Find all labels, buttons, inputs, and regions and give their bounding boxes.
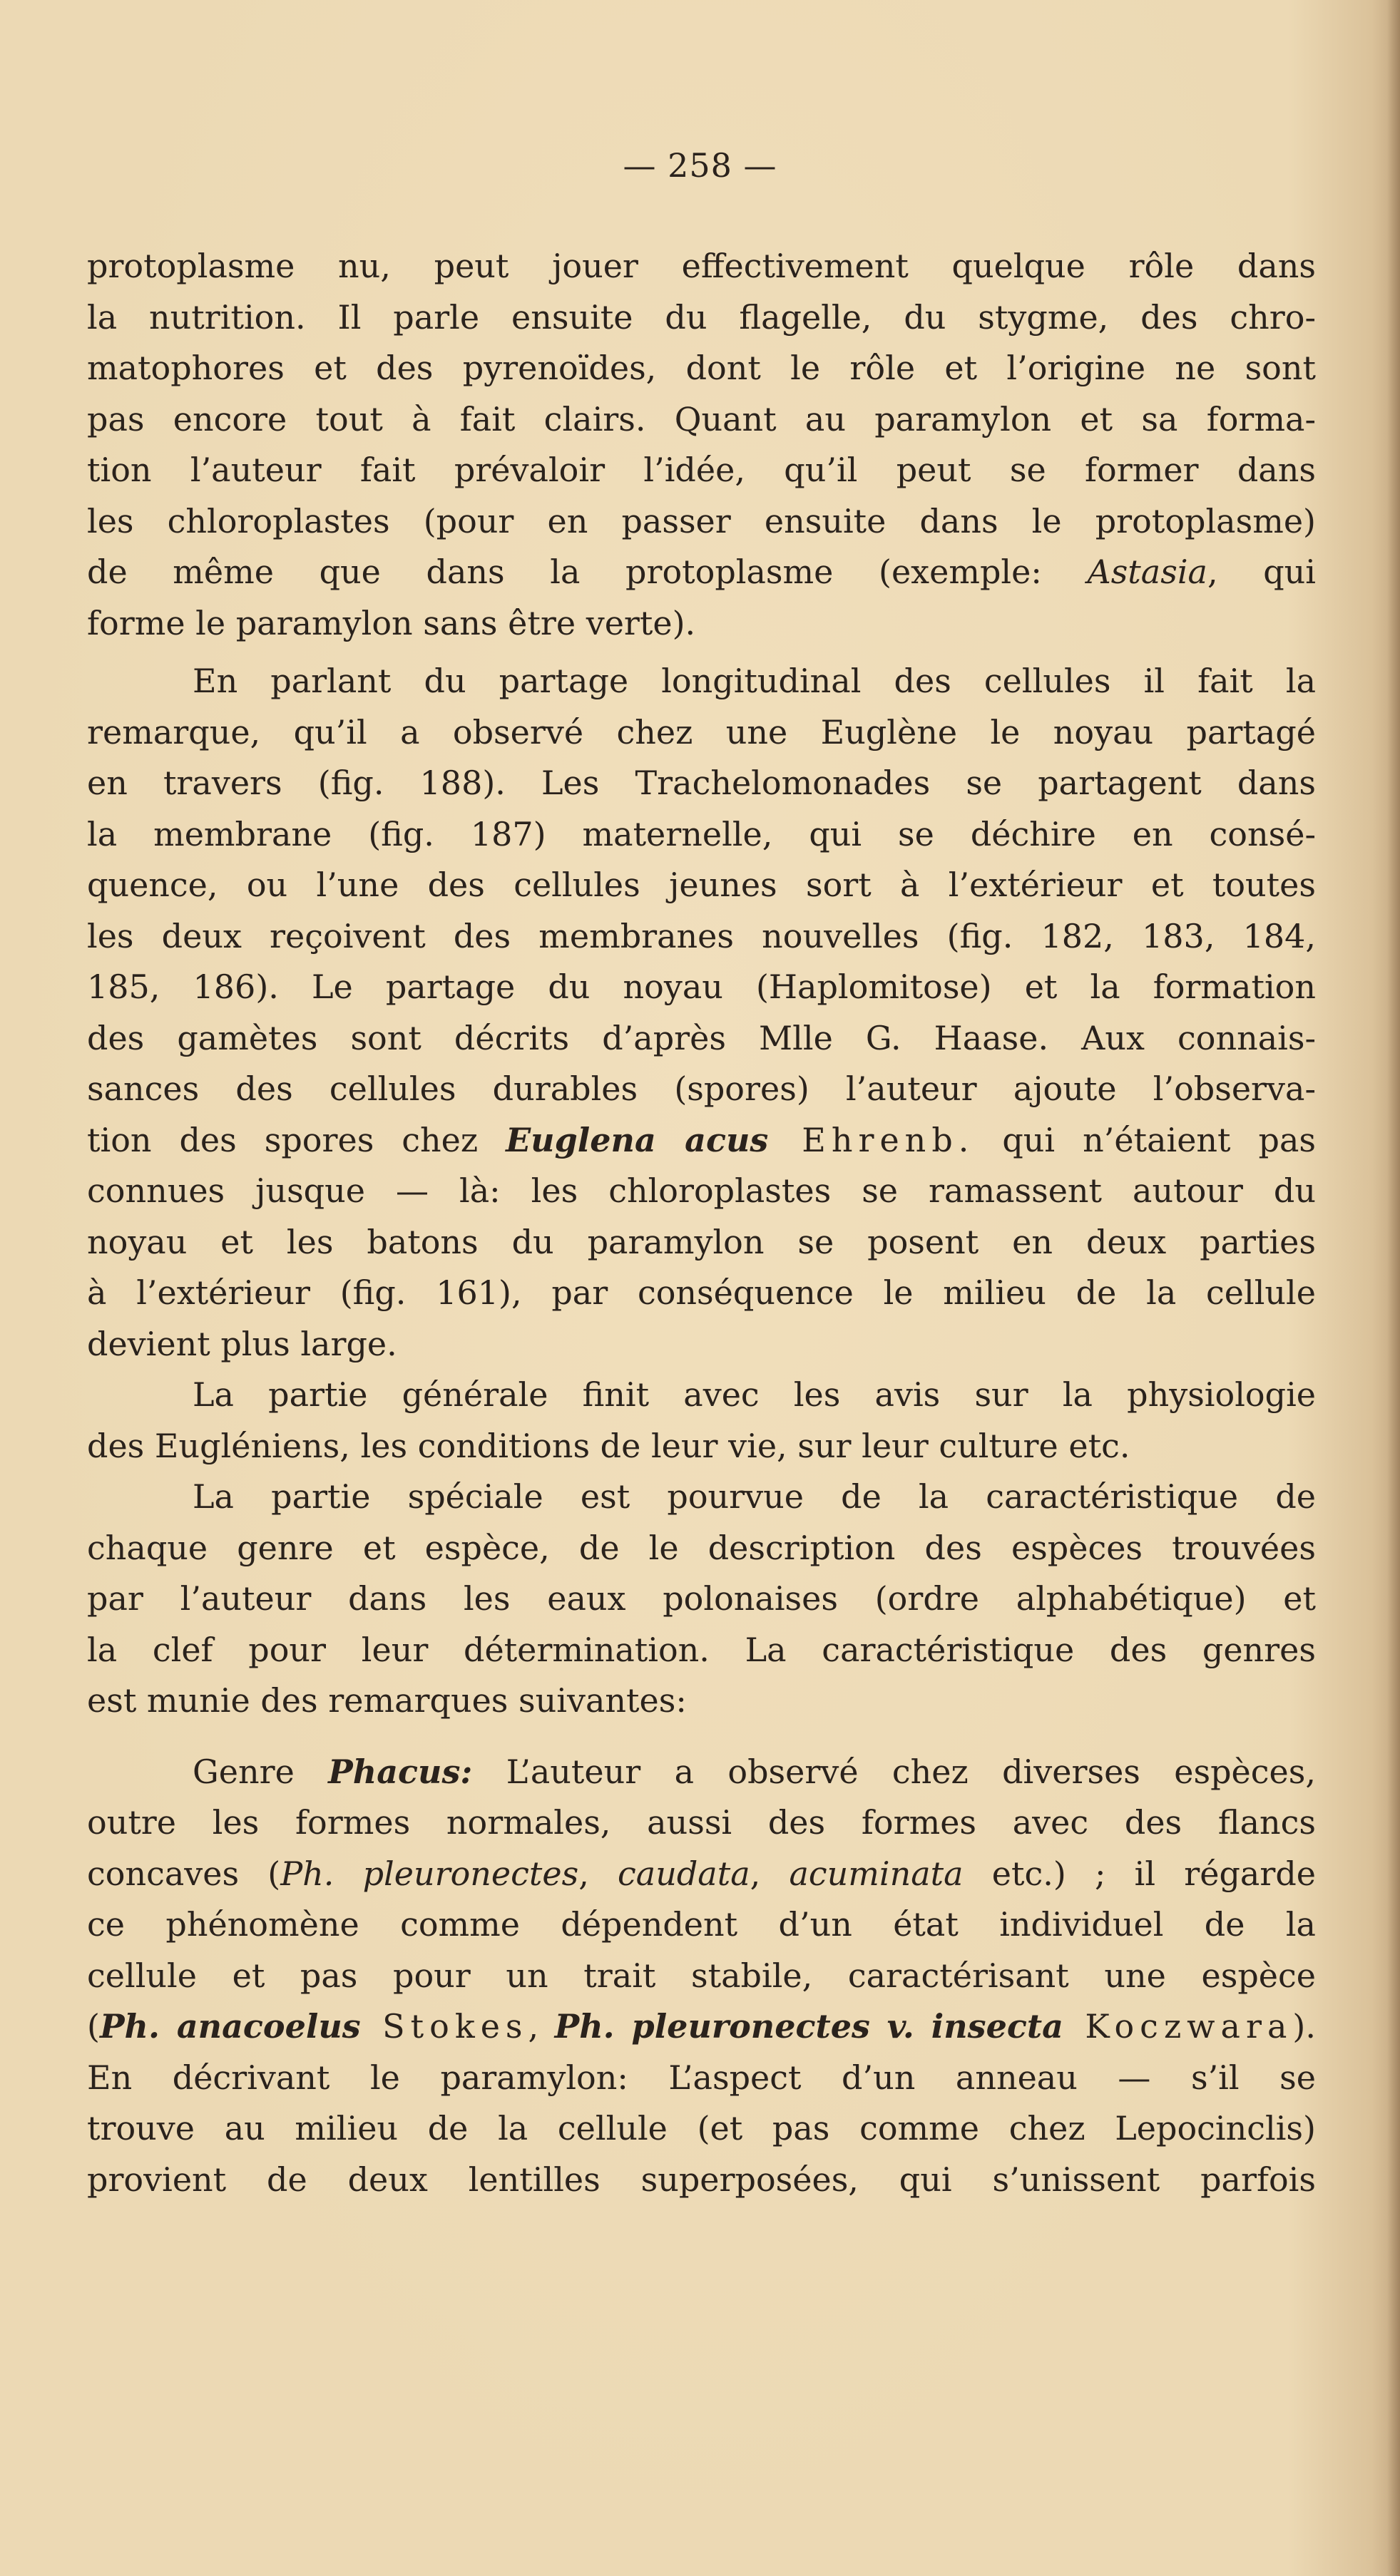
text-line: quence, ou l’une des cellules jeunes sort à l’extérieur et toutes [87,866,1316,904]
text-line: devient plus large. [87,1324,397,1363]
text-line: 185, 186). Le partage du noyau (Haplomitose) et la formation [87,968,1316,1006]
italic-taxon: Ph. pleuronectes [280,1854,579,1893]
italic-taxon: Astasia [1087,553,1207,591]
text-run: de même que dans la protoplasme (exemple: [87,553,1088,591]
text-line: des Eugléniens, les conditions de leur vie, sur leur culture etc. [87,1426,1130,1465]
italic-taxon: acuminata [789,1854,964,1893]
italic-taxon: Ph. pleuronectes v. insecta [554,2007,1063,2046]
page-edge-shadow [1387,0,1400,2576]
text-line: la nutrition. Il parle ensuite du flagelle, du stygme, des chro- [87,297,1316,337]
text-line: forme le paramylon sans être verte). [87,603,696,642]
genus-heading: Phacus: [328,1752,473,1791]
text-line [87,1747,1316,1798]
text-run: , qui [1207,553,1317,591]
text-line [87,547,1316,598]
text-line: En parlant du partage longitudinal des cellules il fait la [193,662,1316,700]
text-run: Genre [193,1752,329,1791]
text-line: trouve au milieu de la cellule (et pas comme chez Lepocinclis) [87,2109,1316,2147]
text-line: la membrane (fig. 187) maternelle, qui se déchire en consé- [87,814,1316,853]
text-line [87,1849,1316,1900]
text-line: en travers (fig. 188). Les Trachelomonades se partagent dans [87,764,1316,802]
paragraph-gap [87,1727,1316,1747]
text-line: provient de deux lentilles superposées, qui s’unissent parfois [87,2160,1316,2199]
text-line: connues jusque — là: les chloroplastes se ramassent autour du [87,1171,1316,1210]
body-text [87,241,1316,2205]
text-line: est munie des remarques suivantes: [87,1681,687,1720]
spaced-author: Stokes [360,2007,528,2046]
text-line: En décrivant le paramylon: L’aspect d’un anneau — s’il se [87,2058,1316,2097]
text-line: les chloroplastes (pour en passer ensuite dans le protoplasme) [87,501,1316,540]
text-line [87,2001,1316,2053]
text-line: remarque, qu’il a observé chez une Euglène le noyau partagé [87,712,1316,751]
text-line: La partie spéciale est pourvue de la caractéristique de [193,1477,1316,1516]
text-line: des gamètes sont décrits d’après Mlle G. Haase. Aux connais- [87,1018,1316,1057]
text-line: par l’auteur dans les eaux polonaises (ordre alphabétique) et [87,1579,1316,1618]
text-run: L’auteur a observé chez diverses espèces, [472,1752,1316,1791]
text-line: matophores et des pyrenoïdes, dont le rôle et l’origine ne sont [87,349,1316,387]
text-line: noyau et les batons du paramylon se posent en deux parties [87,1222,1316,1261]
text-run: ( [87,2007,100,2046]
text-line: protoplasme nu, peut jouer effectivement quelque rôle dans [87,247,1316,285]
text-run: qui n’étaient pas [974,1120,1316,1159]
text-line: cellule et pas pour un trait stabile, caractérisant une espèce [87,1956,1316,1995]
italic-taxon: caudata [618,1854,750,1893]
spaced-author: Ehrenb. [768,1120,975,1159]
text-run: ). [1292,2007,1316,2046]
text-run: , [578,1854,618,1893]
italic-taxon: Ph. anacoelus [99,2007,361,2046]
text-line: la clef pour leur détermination. La caractéristique des genres [87,1630,1316,1669]
italic-taxon: Euglena acus [506,1120,769,1159]
text-run: , [528,2007,555,2046]
page-number: — 258 — [623,146,777,185]
paragraph-gap [87,649,1316,656]
text-line: tion l’auteur fait prévaloir l’idée, qu’il peut se former dans [87,451,1316,489]
text-line: sances des cellules durables (spores) l’auteur ajoute l’observa- [87,1069,1316,1108]
text-run: tion des spores chez [87,1120,506,1159]
text-run: etc.) ; il régarde [963,1854,1316,1893]
text-run: concaves ( [87,1854,281,1893]
text-line: chaque genre et espèce, de le description des espèces trouvées [87,1528,1316,1567]
text-line: ce phénomène comme dépendent d’un état individuel de la [87,1905,1316,1944]
text-line [87,1115,1316,1166]
text-line: La partie générale finit avec les avis sur la physiologie [193,1375,1316,1414]
text-line: à l’extérieur (fig. 161), par conséquence le milieu de la cellule [87,1273,1316,1312]
text-run: , [750,1854,790,1893]
text-line: les deux reçoivent des membranes nouvelles (fig. 182, 183, 184, [87,916,1316,955]
text-line: outre les formes normales, aussi des formes avec des flancs [87,1803,1316,1842]
text-line: pas encore tout à fait clairs. Quant au paramylon et sa forma- [87,399,1316,438]
spaced-author: Koczwara [1063,2007,1293,2046]
